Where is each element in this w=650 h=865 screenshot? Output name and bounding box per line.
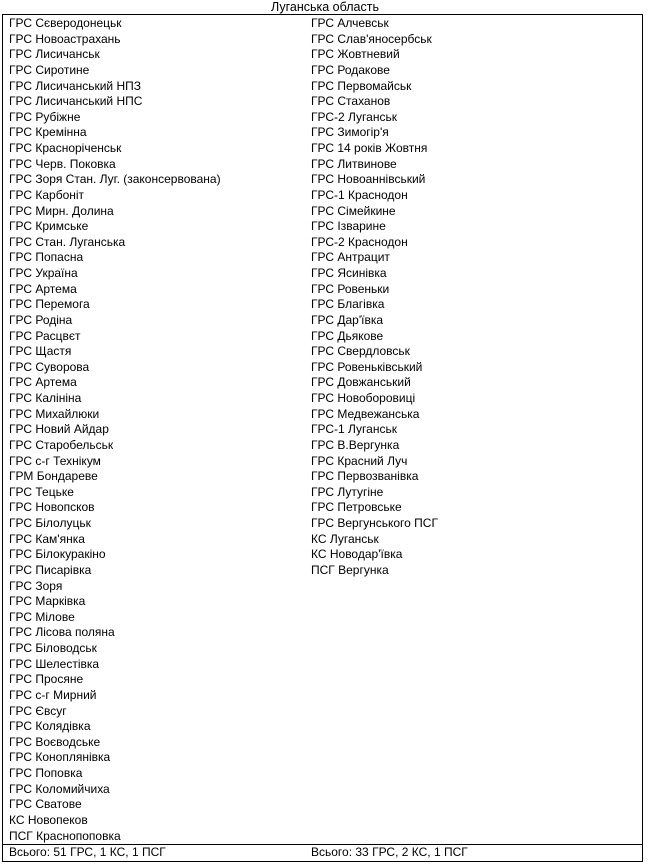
station-list-item: ГРС Ізварине (311, 219, 386, 234)
station-list-item: ГРС Родіна (9, 312, 73, 327)
station-list-item: ГРС Старобельськ (9, 437, 114, 452)
stations-table (2, 14, 643, 862)
station-list-item: ПСГ Краснопоповка (9, 828, 121, 843)
station-list-item: ГРС Лисичанськ (9, 47, 100, 62)
station-list-item: ГРС Біловодськ (9, 641, 97, 655)
station-list-item: ГРС Сватове (9, 797, 82, 812)
station-list-item: ГРС Стаханов (311, 94, 391, 109)
station-list-item: ГРС Сімейкине (311, 203, 396, 218)
station-list-item: ГРС Красний Луч (311, 453, 408, 468)
right-column (311, 16, 438, 579)
station-list-item: ГРС Первозванівка (311, 469, 419, 484)
station-list-item: ГРС Алчевськ (311, 16, 389, 30)
station-list-item: ГРС Ровеньківський (311, 359, 423, 374)
station-list-item: ГРС с-г Технікум (9, 453, 101, 468)
station-list-item: ГРС Рубіжне (9, 109, 81, 124)
station-list-item: ГРС Білокуракіно (9, 547, 106, 562)
station-list-item: ГРС-2 Луганськ (311, 109, 397, 124)
station-list-item: ГРС Слав'яносербськ (311, 31, 432, 46)
station-list-item: ГРС Лисичанський НПС (9, 94, 143, 109)
station-list-item: ГРС Кримське (9, 219, 89, 234)
station-list-item: ГРС Антрацит (311, 250, 390, 265)
station-list-item: ГРС Дар'ївка (311, 312, 384, 327)
station-list-item: ГРС Литвинове (311, 156, 397, 171)
station-list-item: ГРС Черв. Поковка (9, 156, 116, 171)
station-list-item: ГРС Красноріченськ (9, 141, 122, 155)
station-list-item: КС Новопеков (9, 812, 88, 827)
station-list-item: ГРС Михайлюки (9, 406, 100, 421)
left-column-total: Всього: 51 ГРС, 1 КС, 1 ПСГ (9, 845, 166, 859)
station-list-item: ГРС В.Вергунка (311, 437, 400, 452)
station-list-item: ГРМ Бондареве (9, 469, 98, 484)
station-list-item: ГРС Шелестівка (9, 656, 100, 671)
station-list-item: ГРС Колядівка (9, 719, 91, 734)
station-list-item: ГРС Поповка (9, 766, 83, 780)
station-list-item: ГРС Лутугіне (311, 484, 384, 499)
station-list-item: ГРС Зимогір'я (311, 125, 389, 140)
station-list-item: ГРС Новопсков (9, 500, 95, 515)
station-list-item: ГРС Кремінна (9, 125, 87, 140)
station-list-item: ГРС Ясинівка (311, 266, 387, 280)
station-list-item: КС Новодар'ївка (311, 547, 403, 562)
station-list-item: ГРС Калініна (9, 391, 82, 405)
station-list-item: ГРС Тецьке (9, 484, 74, 499)
station-list-item: ГРС Писарівка (9, 562, 92, 577)
station-list-item: ГРС-2 Краснодон (311, 234, 408, 249)
station-list-item: ГРС Зоря (9, 578, 63, 593)
station-list-item: ГРС Петровське (311, 500, 402, 515)
station-list-item: ГРС Свердловськ (311, 344, 410, 359)
station-list-item: ГРС Жовтневий (311, 47, 400, 62)
station-list-item: ГРС Марківка (9, 594, 86, 609)
station-list-item: ГРС Щастя (9, 344, 72, 359)
station-list-item: ГРС Первомайськ (311, 78, 412, 93)
station-list-item: ГРС Новоборовиці (311, 391, 416, 405)
right-column-total: Всього: 33 ГРС, 2 КС, 1 ПСГ (311, 845, 468, 859)
station-list-item: ГРС Благівка (311, 297, 385, 312)
stations-columns (3, 15, 642, 844)
station-list-item: ГРС Зоря Стан. Луг. (законсервована) (9, 172, 221, 187)
station-list-item: ГРС-1 Луганськ (311, 422, 397, 437)
station-list-item: КС Луганськ (311, 531, 379, 546)
station-list-item: ГРС Артема (9, 281, 77, 296)
station-list-item: ГРС 14 років Жовтня (311, 141, 428, 155)
station-list-item: ГРС Мілове (9, 609, 75, 624)
station-list-item: ГРС Просяне (9, 672, 84, 687)
station-list-item: ГРС Мирн. Долина (9, 203, 114, 218)
left-column (9, 16, 221, 844)
station-list-item: ГРС Родакове (311, 62, 390, 77)
station-list-item: ГРС Білолуцьк (9, 516, 91, 530)
station-list-item: ГРС Євсуг (9, 703, 67, 718)
station-list-item: ГРС Расцвєт (9, 328, 81, 343)
station-list-item: ГРС Новоастрахань (9, 31, 121, 46)
station-list-item: ГРС Перемога (9, 297, 90, 312)
station-list-item: ГРС Сиротине (9, 62, 90, 77)
station-list-item: ГРС Суворова (9, 359, 90, 374)
station-list-item: ГРС Новий Айдар (9, 422, 109, 437)
station-list-item: ГРС Дьякове (311, 328, 384, 343)
station-list-item: ГРС Новоаннівський (311, 172, 426, 187)
station-list-item: ГРС Україна (9, 266, 78, 280)
station-list-item: ГРС Коломийчиха (9, 781, 110, 796)
station-list-item: ГРС с-г Мирний (9, 687, 97, 702)
station-list-item: ГРС Стан. Луганська (9, 234, 126, 249)
station-list-item: ГРС Лісова поляна (9, 625, 115, 640)
station-list-item: ГРС Сєверодонецьк (9, 16, 122, 30)
station-list-item: ГРС Карбоніт (9, 187, 85, 202)
station-list-item: ГРС Медвежанська (311, 406, 420, 421)
station-list-item: ГРС Довжанський (311, 375, 411, 390)
station-list-item: ГРС Лисичанський НПЗ (9, 78, 141, 93)
station-list-item: ГРС Артема (9, 375, 77, 390)
station-list-item: ГРС Ровеньки (311, 281, 390, 296)
station-list-item: ГРС Вергунського ПСГ (311, 516, 438, 530)
station-list-item: ГРС-1 Краснодон (311, 187, 408, 202)
station-list-item: ГРС Кам'янка (9, 531, 85, 546)
station-list-item: ПСГ Вергунка (311, 562, 389, 577)
station-list-item: ГРС Попасна (9, 250, 84, 265)
totals-row (3, 844, 642, 861)
page-title: Луганська область (271, 0, 379, 14)
station-list-item: ГРС Воєводське (9, 734, 101, 749)
station-list-item: ГРС Коноплянівка (9, 750, 111, 765)
